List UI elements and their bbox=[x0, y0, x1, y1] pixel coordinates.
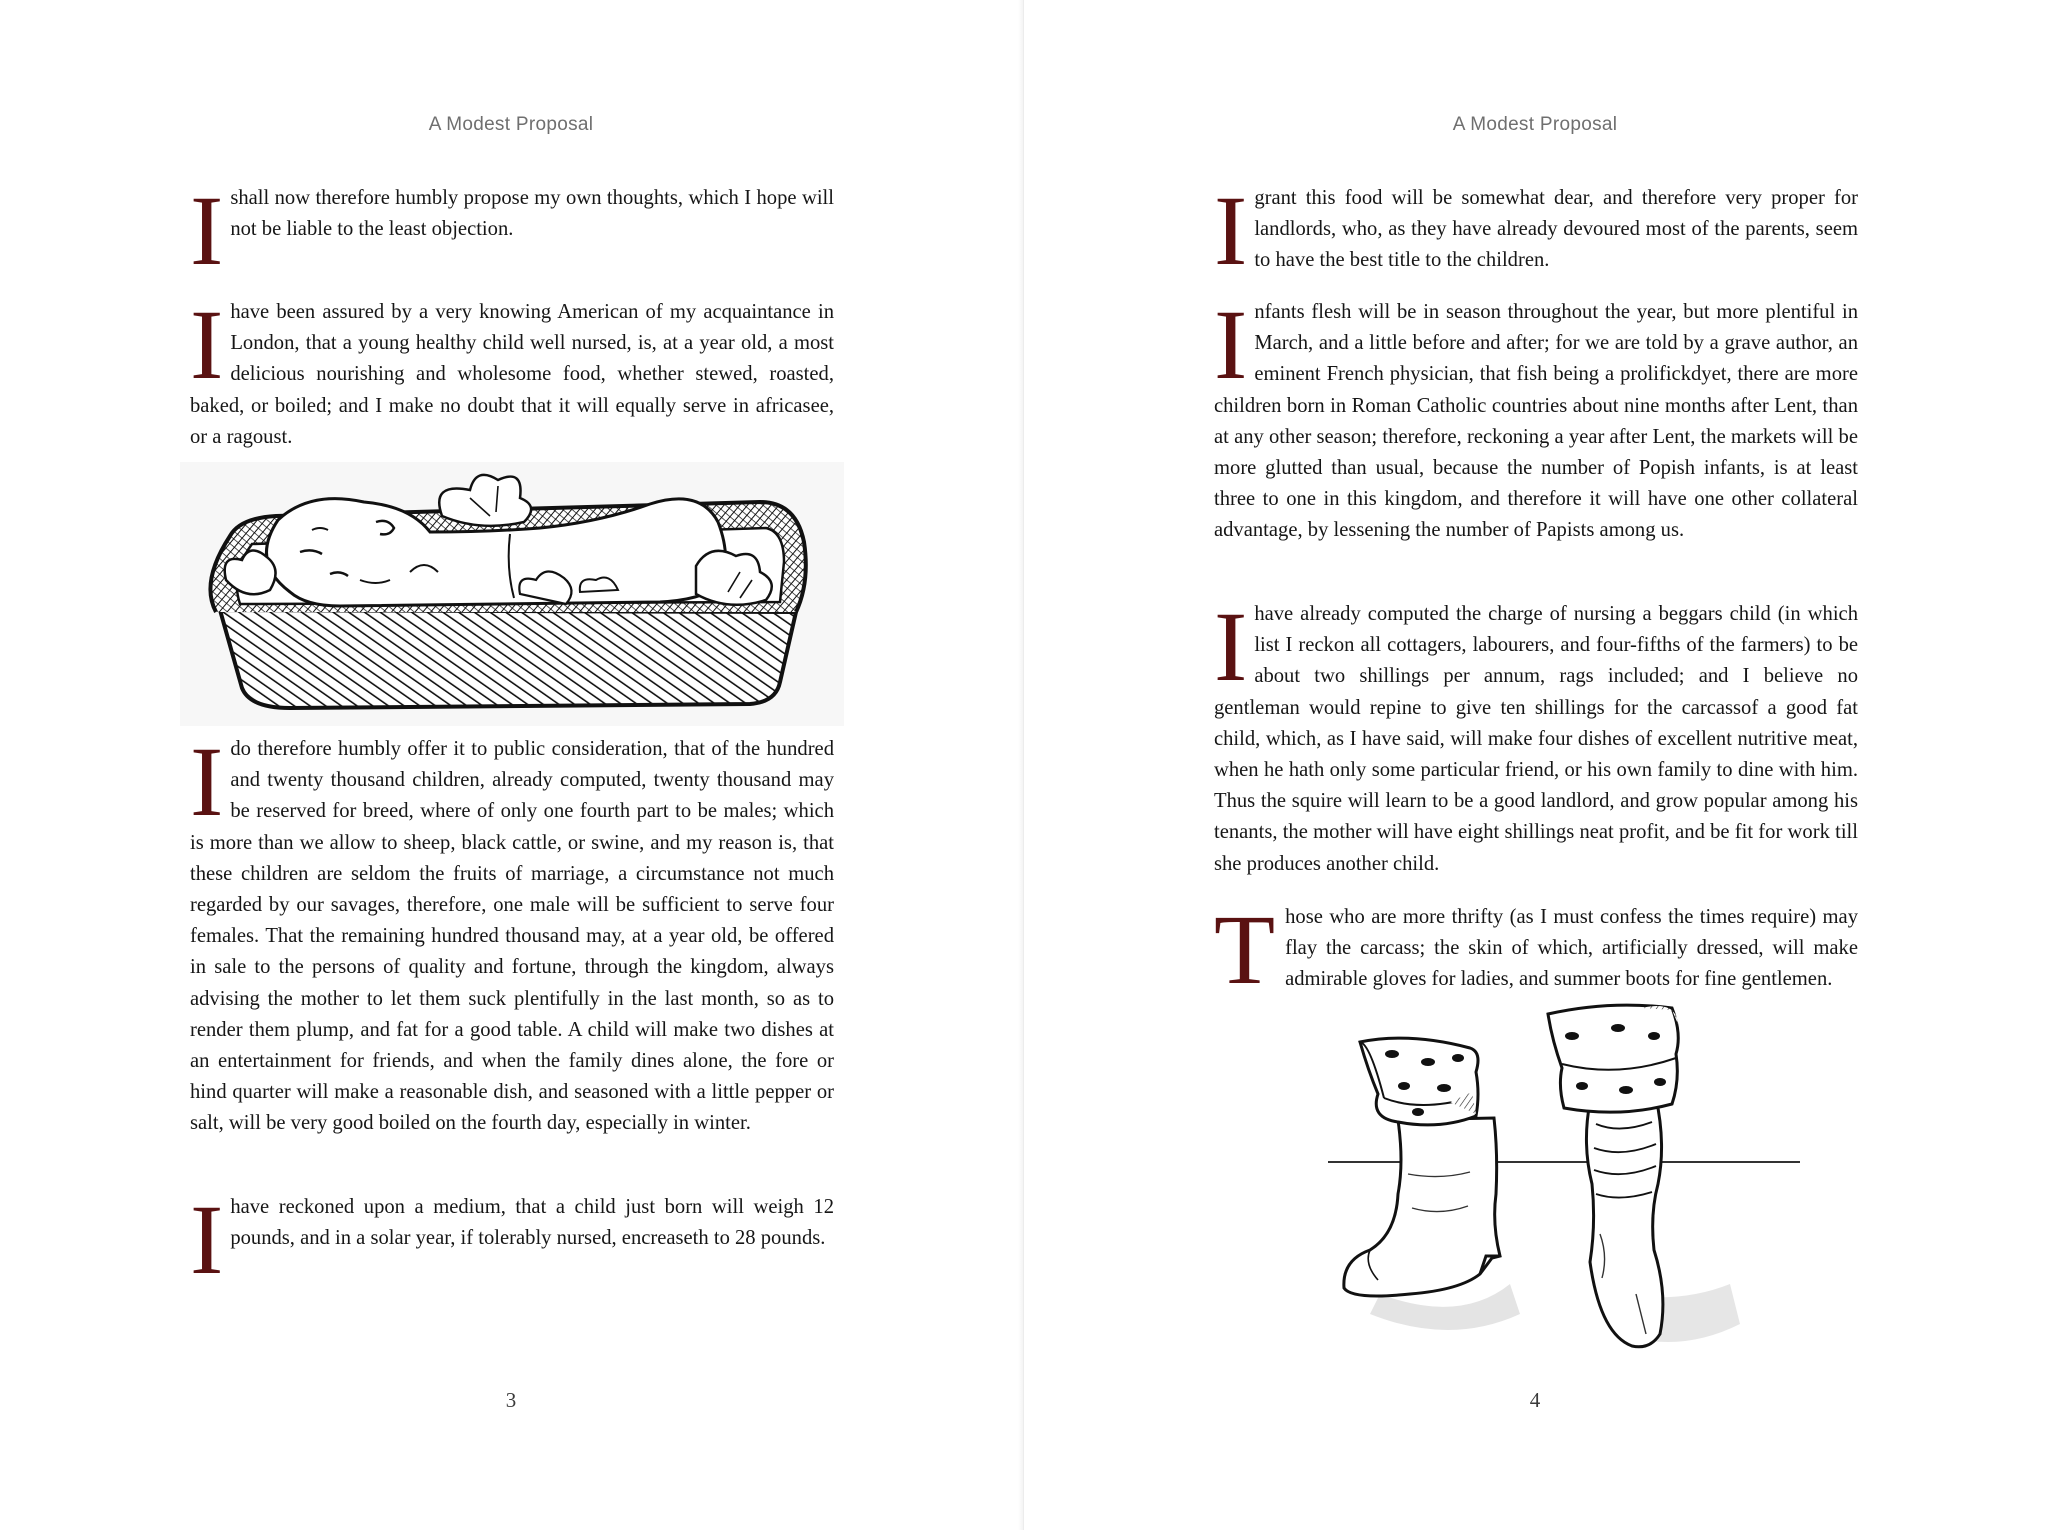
drop-cap-initial: I bbox=[1214, 591, 1248, 702]
paragraph bbox=[190, 175, 834, 286]
paragraph bbox=[1214, 591, 1858, 880]
left-paragraph-3-block bbox=[190, 726, 834, 1140]
right-page bbox=[1024, 0, 2046, 1530]
paragraph-text: do therefore humbly offer it to public consideration, that of the hundred and twenty thousand children, already computed, twenty thousand may be reserved for breed, where of only one fourth part to be males; which is more than we allow to sheep, black cattle, or swine, and my reason is, that these children are seldom the fruits of marriage, a circumstance not much regarded by our savages, therefore, one male will be sufficient to serve four females. That the remaining hundred thousand may, at a year old, be offered in sale to the persons of quality and fortune, through the kingdom, always advising the mother to let them suck plentifully in the last month, so as to render them plump, and fat for a good table. A child will make two dishes at an entertainment for friends, and when the family dines alone, the fore or hind quarter will make a reasonable dish, and seasoned with a little pepper or salt, will be very good boiled on the fourth day, especially in winter. bbox=[190, 738, 834, 1135]
paragraph-text: hose who are more thrifty (as I must confess the times require) may flay the carcass; the skin of which, artificially dressed, will make admirable gloves for ladies, and summer boots for fine gentlemen. bbox=[1285, 906, 1858, 991]
page-number-right: 4 bbox=[1529, 1388, 1541, 1412]
left-page bbox=[0, 0, 1022, 1530]
baby-in-roasting-pan-illustration bbox=[180, 462, 844, 726]
right-paragraph-2-block bbox=[1214, 289, 1858, 547]
paragraph-text: nfants flesh will be in season throughout the year, but more plentiful in March, and a little before and after; for we are told by a grave author, an eminent French physician, that fish being a prolifickdyet, there are more children born in Roman Catholic countries about nine months after Lent, than at any other season; therefore, reckoning a year after Lent, the markets will be more glutted than usual, because the number of Popish infants, is at least three to one in this kingdom, and therefore it will have one other collateral advantage, by lessening the number of Papists among us. bbox=[1214, 301, 1858, 542]
drop-cap-initial: I bbox=[190, 1184, 224, 1295]
drop-cap-initial: I bbox=[1214, 289, 1248, 400]
left-paragraph-1-block bbox=[190, 175, 834, 286]
paragraph-text: have been assured by a very knowing American of my acquaintance in London, that a young healthy child well nursed, is, at a year old, a most delicious nourishing and wholesome food, whether stewed, roasted, baked, or boiled; and I make no doubt that it will equally serve in africasee, or a ragoust. bbox=[190, 301, 834, 448]
drop-cap-initial: I bbox=[190, 726, 224, 837]
running-head-right: A Modest Proposal bbox=[1452, 114, 1618, 135]
page-number-left: 3 bbox=[505, 1388, 517, 1412]
paragraph bbox=[1214, 894, 1858, 1005]
left-paragraph-2-block bbox=[190, 289, 834, 453]
paragraph bbox=[190, 289, 834, 453]
left-paragraph-4-block bbox=[190, 1184, 834, 1295]
paragraph bbox=[1214, 289, 1858, 547]
right-paragraph-4-block bbox=[1214, 894, 1858, 1005]
paragraph-text: shall now therefore humbly propose my own thoughts, which I hope will not be liable to the least objection. bbox=[230, 187, 834, 241]
running-head-left: A Modest Proposal bbox=[428, 114, 594, 135]
drop-cap-initial: I bbox=[190, 175, 224, 286]
paragraph-text: grant this food will be somewhat dear, and therefore very proper for landlords, who, as they have already devoured most of the parents, seem to have the best title to the children. bbox=[1254, 187, 1858, 272]
paragraph-text: have already computed the charge of nursing a beggars child (in which list I reckon all cottagers, labourers, and four-fifths of the farmers) to be about two shillings per annum, rags included; and I believe no gentleman would repine to give ten shillings for the carcassof a good fat child, which, as I have said, will make four dishes of excellent nutritive meat, when he hath only some particular friend, or his own family to dine with him. Thus the squire will learn to be a good landlord, and grow popular among his tenants, the mother will have eight shillings neat profit, and be fit for work till she produces another child. bbox=[1214, 603, 1858, 875]
right-paragraph-3-block bbox=[1214, 591, 1858, 880]
paragraph-text: have reckoned upon a medium, that a child just born will weigh 12 pounds, and in a solar year, if tolerably nursed, encreaseth to 28 pounds. bbox=[230, 1196, 834, 1250]
paragraph bbox=[1214, 175, 1858, 286]
drop-cap-initial: T bbox=[1214, 894, 1276, 1005]
paragraph bbox=[190, 1184, 834, 1295]
pair-of-boots-illustration bbox=[1300, 994, 1850, 1378]
right-paragraph-1-block bbox=[1214, 175, 1858, 286]
drop-cap-initial: I bbox=[190, 289, 224, 400]
drop-cap-initial: I bbox=[1214, 175, 1248, 286]
paragraph bbox=[190, 726, 834, 1140]
